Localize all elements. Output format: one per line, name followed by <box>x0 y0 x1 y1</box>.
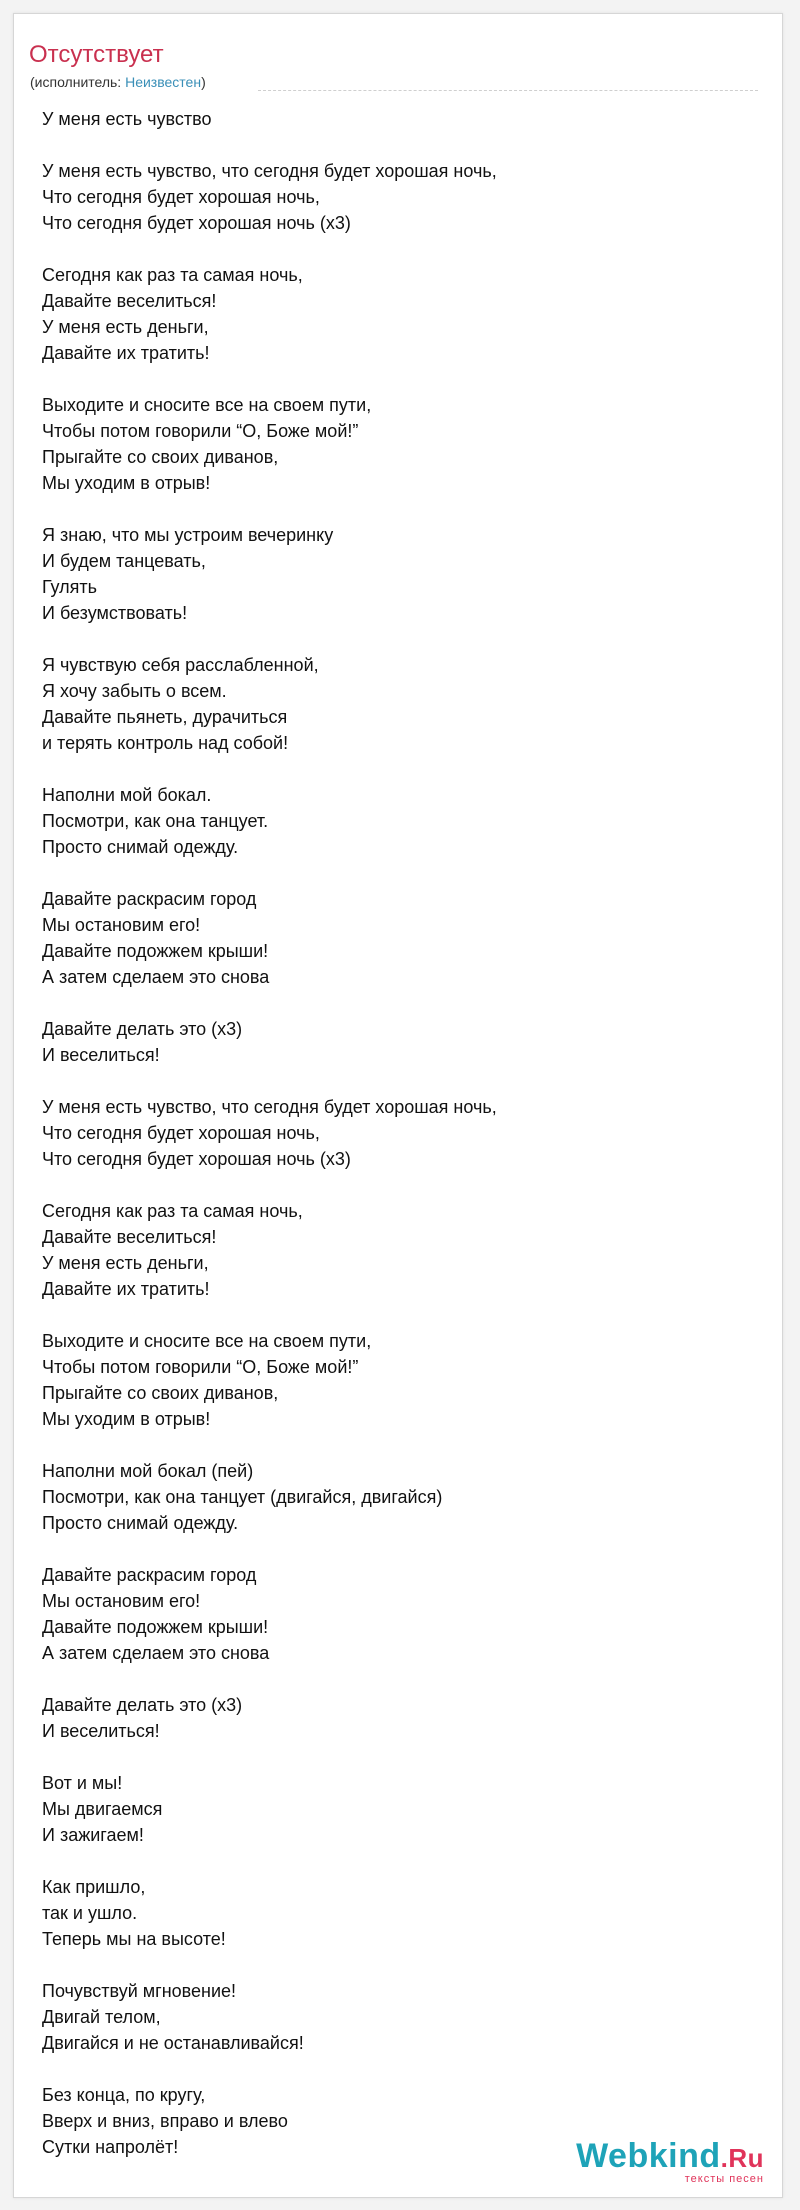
lyrics-line: У меня есть чувство, что сегодня будет хорошая ночь, <box>42 161 497 181</box>
lyrics-line: Давайте веселиться! <box>42 291 217 311</box>
lyrics-stanza <box>42 1562 742 1666</box>
lyrics-stanza <box>42 106 742 132</box>
lyrics-line: Давайте пьянеть, дурачиться <box>42 707 288 727</box>
lyrics-stanza <box>42 1770 742 1848</box>
lyrics-line: А затем сделаем это снова <box>42 1643 270 1663</box>
artist-link[interactable]: Неизвестен <box>125 74 202 90</box>
lyrics-line: Двигай телом, <box>42 2007 161 2027</box>
lyrics-stanza <box>42 1458 742 1536</box>
artist-suffix: ) <box>201 74 206 90</box>
lyrics-stanza <box>42 262 742 366</box>
lyrics-line: Вот и мы! <box>42 1773 123 1793</box>
lyrics-line: Просто снимай одежду. <box>42 837 239 857</box>
lyrics-line: Давайте делать это (x3) <box>42 1695 243 1715</box>
lyrics-line: Наполни мой бокал. <box>42 785 212 805</box>
lyrics-stanza <box>42 522 742 626</box>
lyrics-stanza <box>42 392 742 496</box>
header-divider <box>258 90 758 91</box>
lyrics-line: Давайте их тратить! <box>42 343 210 363</box>
lyrics-line: Давайте делать это (x3) <box>42 1019 243 1039</box>
lyrics-line: Мы остановим его! <box>42 915 201 935</box>
lyrics-line: Чтобы потом говорили “О, Боже мой!” <box>42 1357 359 1377</box>
lyrics-body <box>42 106 742 2186</box>
lyrics-line: Посмотри, как она танцует. <box>42 811 269 831</box>
lyrics-line: И будем танцевать, <box>42 551 206 571</box>
lyrics-line: Наполни мой бокал (пей) <box>42 1461 254 1481</box>
logo-tagline: тексты песен <box>684 2173 764 2185</box>
artist-prefix: (исполнитель: <box>30 74 126 90</box>
lyrics-line: Я знаю, что мы устроим вечеринку <box>42 525 334 545</box>
lyrics-line: Мы двигаемся <box>42 1799 163 1819</box>
lyrics-line: Что сегодня будет хорошая ночь (x3) <box>42 213 351 233</box>
lyrics-stanza <box>42 652 742 756</box>
lyrics-line: Давайте их тратить! <box>42 1279 210 1299</box>
lyrics-line: Давайте раскрасим город <box>42 1565 257 1585</box>
lyrics-line: Просто снимай одежду. <box>42 1513 239 1533</box>
lyrics-line: Прыгайте со своих диванов, <box>42 447 279 467</box>
lyrics-line: У меня есть деньги, <box>42 317 209 337</box>
lyrics-stanza <box>42 782 742 860</box>
lyrics-stanza <box>42 158 742 236</box>
lyrics-line: Что сегодня будет хорошая ночь, <box>42 1123 320 1143</box>
lyrics-line: Прыгайте со своих диванов, <box>42 1383 279 1403</box>
artist-line <box>30 73 206 91</box>
lyrics-line: Почувствуй мгновение! <box>42 1981 237 2001</box>
lyrics-line: Давайте веселиться! <box>42 1227 217 1247</box>
lyrics-line: У меня есть деньги, <box>42 1253 209 1273</box>
lyrics-line: Что сегодня будет хорошая ночь, <box>42 187 320 207</box>
lyrics-line: Я чувствую себя расслабленной, <box>42 655 319 675</box>
lyrics-line: Мы уходим в отрыв! <box>42 473 211 493</box>
lyrics-line: И веселиться! <box>42 1045 160 1065</box>
lyrics-line: И зажигаем! <box>42 1825 144 1845</box>
lyrics-stanza <box>42 1016 742 1068</box>
lyrics-line: Гулять <box>42 577 98 597</box>
lyrics-stanza <box>42 1978 742 2056</box>
lyrics-line: Двигайся и не останавливайся! <box>42 2033 304 2053</box>
lyrics-line: Что сегодня будет хорошая ночь (x3) <box>42 1149 351 1169</box>
logo-wordmark <box>576 2138 764 2176</box>
lyrics-line: Мы остановим его! <box>42 1591 201 1611</box>
lyrics-line: И веселиться! <box>42 1721 160 1741</box>
lyrics-line: Я хочу забыть о всем. <box>42 681 227 701</box>
lyrics-line: так и ушло. <box>42 1903 138 1923</box>
lyrics-line: Без конца, по кругу, <box>42 2085 206 2105</box>
lyrics-line: Чтобы потом говорили “О, Боже мой!” <box>42 421 359 441</box>
lyrics-line: Давайте подожжем крыши! <box>42 1617 269 1637</box>
lyrics-stanza <box>42 1094 742 1172</box>
lyrics-line: Посмотри, как она танцует (двигайся, двигайся) <box>42 1487 443 1507</box>
lyrics-stanza <box>42 886 742 990</box>
lyrics-line: Как пришло, <box>42 1877 146 1897</box>
lyrics-line: и терять контроль над собой! <box>42 733 289 753</box>
lyrics-line: Выходите и сносите все на своем пути, <box>42 395 372 415</box>
lyrics-line: У меня есть чувство, что сегодня будет хорошая ночь, <box>42 1097 497 1117</box>
lyrics-line: Вверх и вниз, вправо и влево <box>42 2111 288 2131</box>
lyrics-line: Теперь мы на высоте! <box>42 1929 226 1949</box>
site-logo[interactable] <box>576 2138 764 2185</box>
lyrics-line: Давайте подожжем крыши! <box>42 941 269 961</box>
lyrics-stanza <box>42 1328 742 1432</box>
logo-name: Webkind <box>576 2137 721 2175</box>
lyrics-stanza <box>42 1874 742 1952</box>
lyrics-line: Давайте раскрасим город <box>42 889 257 909</box>
lyrics-line: А затем сделаем это снова <box>42 967 270 987</box>
lyrics-line: Сегодня как раз та самая ночь, <box>42 1201 303 1221</box>
lyrics-stanza <box>42 1198 742 1302</box>
lyrics-stanza <box>42 1692 742 1744</box>
logo-tld: .Ru <box>720 2143 764 2173</box>
lyrics-line: Сутки напролёт! <box>42 2137 179 2157</box>
lyrics-line: И безумствовать! <box>42 603 188 623</box>
lyrics-line: Сегодня как раз та самая ночь, <box>42 265 303 285</box>
lyrics-line: Выходите и сносите все на своем пути, <box>42 1331 372 1351</box>
lyrics-line: У меня есть чувство <box>42 109 212 129</box>
lyrics-line: Мы уходим в отрыв! <box>42 1409 211 1429</box>
song-title: Отсутствует <box>29 41 164 68</box>
